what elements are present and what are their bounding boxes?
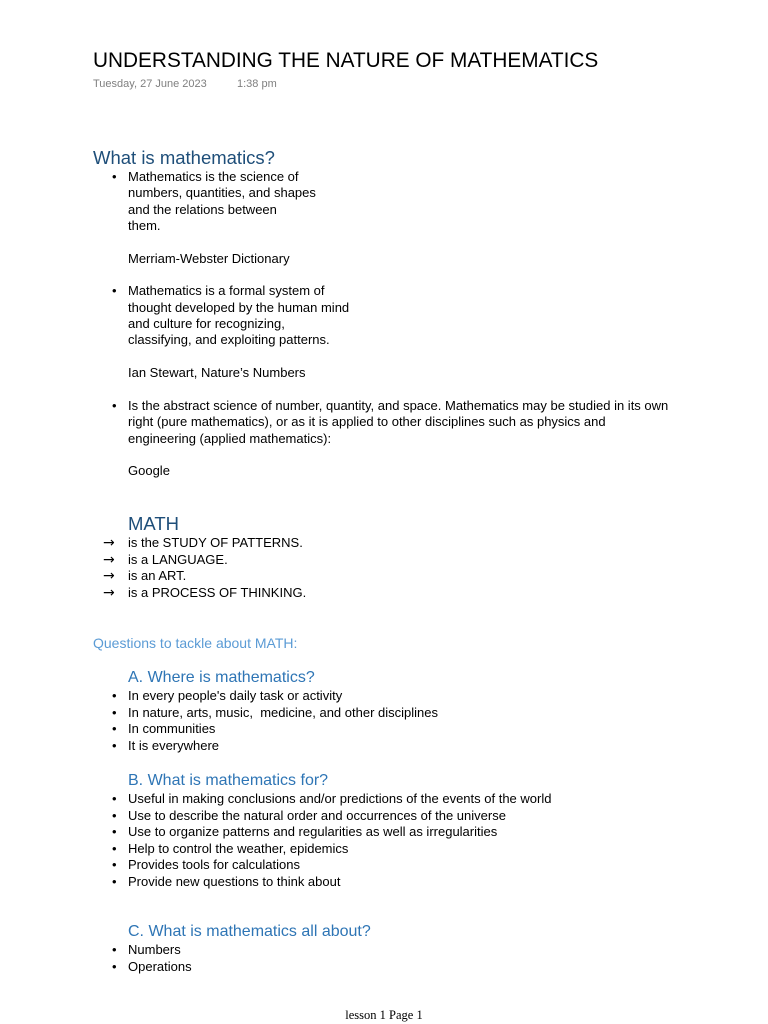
list-item (112, 824, 551, 841)
list-item (112, 737, 438, 755)
list-item (112, 704, 438, 722)
definition-text-line: them. (128, 218, 161, 234)
bullet-icon: • (112, 873, 117, 889)
page-time: 1:38 pm (237, 78, 277, 90)
bullet-icon: • (112, 942, 117, 957)
list-item (112, 688, 438, 705)
bullet-icon: • (112, 397, 117, 413)
definition-text-line: engineering (applied mathematics): (128, 430, 332, 446)
definition-list (112, 169, 669, 480)
list-item-text: In nature, arts, music, medicine, and other disciplines (128, 704, 438, 720)
heading-what-is-mathematics: What is mathematics? (93, 147, 275, 168)
bullet-icon: • (112, 704, 117, 720)
definition-text-line: Mathematics is the science of (128, 169, 299, 184)
list-item (112, 942, 192, 959)
definition-text-line: classifying, and exploiting patterns. (128, 332, 330, 348)
arrow-list-item (103, 584, 307, 602)
list-item-text: It is everywhere (128, 737, 220, 753)
bullet-icon: • (112, 824, 117, 839)
list-item-text: In every people's daily task or activity (128, 688, 343, 703)
list-item (112, 721, 438, 738)
right-arrow-icon: → (103, 535, 115, 551)
question-heading-a: A. Where is mathematics? (128, 669, 315, 686)
arrow-list-item (103, 535, 306, 552)
arrow-list-text: is an ART. (128, 568, 187, 583)
page-footer: lesson 1 Page 1 (345, 1008, 423, 1022)
arrow-list-text: is a PROCESS OF THINKING. (128, 584, 307, 600)
definition-source: Ian Stewart, Nature’s Numbers (128, 365, 306, 381)
question-list-c (112, 942, 192, 975)
page-title: UNDERSTANDING THE NATURE OF MATHEMATICS (93, 49, 599, 72)
list-item (112, 840, 551, 858)
bullet-icon: • (112, 283, 117, 299)
arrow-list-item (103, 551, 306, 569)
definition-text-line: right (pure mathematics), or as it is applied to other disciplines such as physics and (128, 414, 606, 430)
questions-intro: Questions to tackle about MATH: (93, 635, 298, 651)
list-item-text: Provides tools for calculations (128, 857, 300, 872)
bullet-icon: • (112, 791, 117, 806)
list-item (112, 791, 552, 808)
right-arrow-icon: → (103, 584, 115, 601)
arrow-list-text: is the STUDY OF PATTERNS. (128, 535, 303, 550)
definition-text-line: thought developed by the human mind (128, 299, 350, 315)
question-heading-c: C. What is mathematics all about? (128, 923, 371, 940)
list-item (112, 958, 192, 976)
definition-item (112, 397, 669, 480)
bullet-icon: • (112, 807, 117, 823)
list-item (112, 873, 551, 891)
list-item-text: Use to describe the natural order and occurrences of the universe (128, 807, 506, 823)
definition-source: Merriam-Webster Dictionary (128, 250, 290, 266)
list-item-text: In communities (128, 721, 216, 736)
list-item-text: Provide new questions to think about (128, 873, 341, 889)
page-date: Tuesday, 27 June 2023 (93, 78, 207, 90)
right-arrow-icon: → (103, 568, 115, 584)
list-item-text: Operations (128, 958, 192, 974)
bullet-icon: • (112, 737, 117, 753)
list-item-text: Useful in making conclusions and/or predictions of the events of the world (128, 791, 552, 806)
list-item-text: Help to control the weather, epidemics (128, 840, 349, 856)
question-list-a (112, 688, 438, 754)
list-item-text: Use to organize patterns and regularities as well as irregularities (128, 824, 498, 839)
heading-math: MATH (128, 513, 180, 534)
definition-item (112, 169, 668, 267)
arrow-list-item (103, 568, 306, 585)
question-list-b (112, 791, 552, 890)
bullet-icon: • (112, 958, 117, 974)
bullet-icon: • (112, 857, 117, 872)
question-heading-b: B. What is mathematics for? (128, 772, 329, 789)
math-arrow-list (103, 535, 307, 601)
definition-text-line: and the relations between (128, 201, 277, 217)
definition-item (112, 283, 668, 381)
bullet-icon: • (112, 688, 117, 703)
page-timestamp (93, 77, 313, 91)
list-item (112, 807, 551, 825)
bullet-icon: • (112, 169, 117, 184)
definition-text-line: Is the abstract science of number, quantity, and space. Mathematics may be studied in its own (128, 397, 669, 413)
definition-source: Google (128, 463, 170, 479)
list-item-text: Numbers (128, 942, 181, 957)
bullet-icon: • (112, 840, 117, 856)
definition-text-line: numbers, quantities, and shapes (128, 185, 316, 201)
bullet-icon: • (112, 721, 117, 736)
right-arrow-icon: → (103, 551, 115, 568)
definition-text-line: and culture for recognizing, (128, 316, 285, 332)
definition-text-line: Mathematics is a formal system of (128, 283, 325, 299)
arrow-list-text: is a LANGUAGE. (128, 551, 228, 567)
list-item (112, 857, 551, 874)
